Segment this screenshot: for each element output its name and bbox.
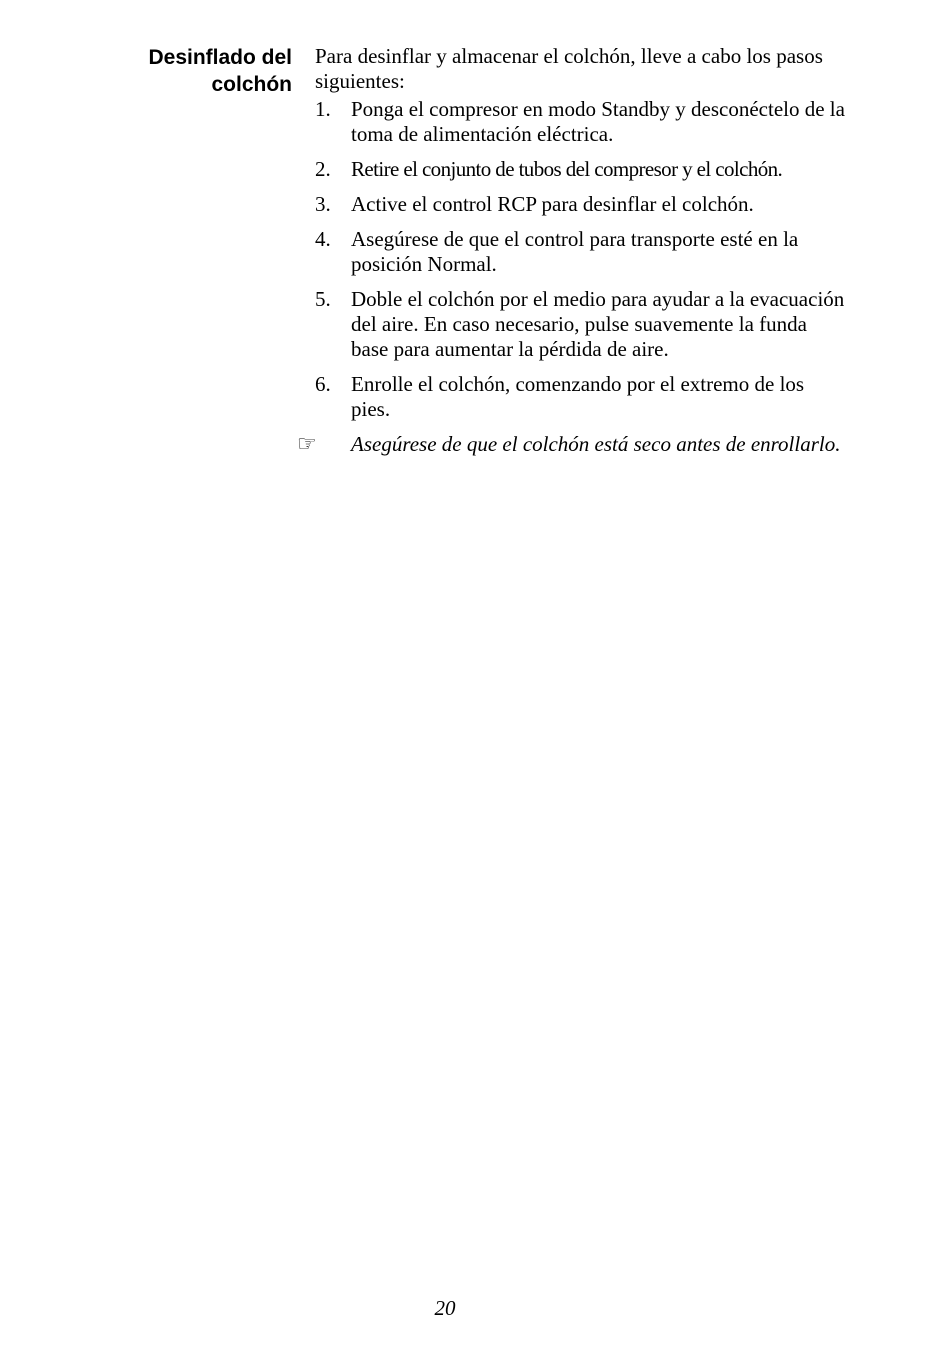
- step-number: 5.: [315, 287, 331, 311]
- note: [297, 432, 845, 457]
- step-item: [315, 192, 845, 217]
- step-number: 2.: [315, 157, 331, 181]
- page-number: 20: [434, 1296, 456, 1320]
- step-text: Enrolle el colchón, comenzando por el extremo de los pies.: [351, 372, 805, 421]
- step-number: 4.: [315, 227, 331, 251]
- step-item: [315, 287, 845, 362]
- step-number: 3.: [315, 192, 331, 216]
- step-text: Doble el colchón por el medio para ayudar a la evacuación del aire. En caso necesario, pulse suavemente la funda base para aumentar la pérdida de aire.: [351, 287, 845, 361]
- section-heading-line-1: Desinflado del: [148, 46, 292, 69]
- step-number: 6.: [315, 372, 331, 396]
- step-text: Asegúrese de que el control para transporte esté en la posición Normal.: [351, 227, 799, 276]
- step-text: Active el control RCP para desinflar el colchón.: [351, 192, 754, 216]
- pointing-hand-icon: ☞: [297, 432, 317, 457]
- step-item: [315, 227, 845, 277]
- intro-paragraph: Para desinflar y almacenar el colchón, lleve a cabo los pasos siguientes:: [315, 44, 823, 93]
- step-item: [315, 372, 845, 422]
- note-text: Asegúrese de que el colchón está seco antes de enrollarlo.: [351, 432, 841, 456]
- section-heading-line-2: colchón: [211, 73, 292, 96]
- step-text: Ponga el compresor en modo Standby y desconéctelo de la toma de alimentación eléctrica.: [351, 97, 845, 146]
- step-number: 1.: [315, 97, 331, 121]
- step-text: Retire el conjunto de tubos del compresor y el colchón.: [351, 157, 783, 181]
- section-heading: [100, 44, 292, 98]
- step-item: [315, 157, 845, 182]
- section-body: [297, 44, 845, 457]
- step-item: [315, 97, 845, 147]
